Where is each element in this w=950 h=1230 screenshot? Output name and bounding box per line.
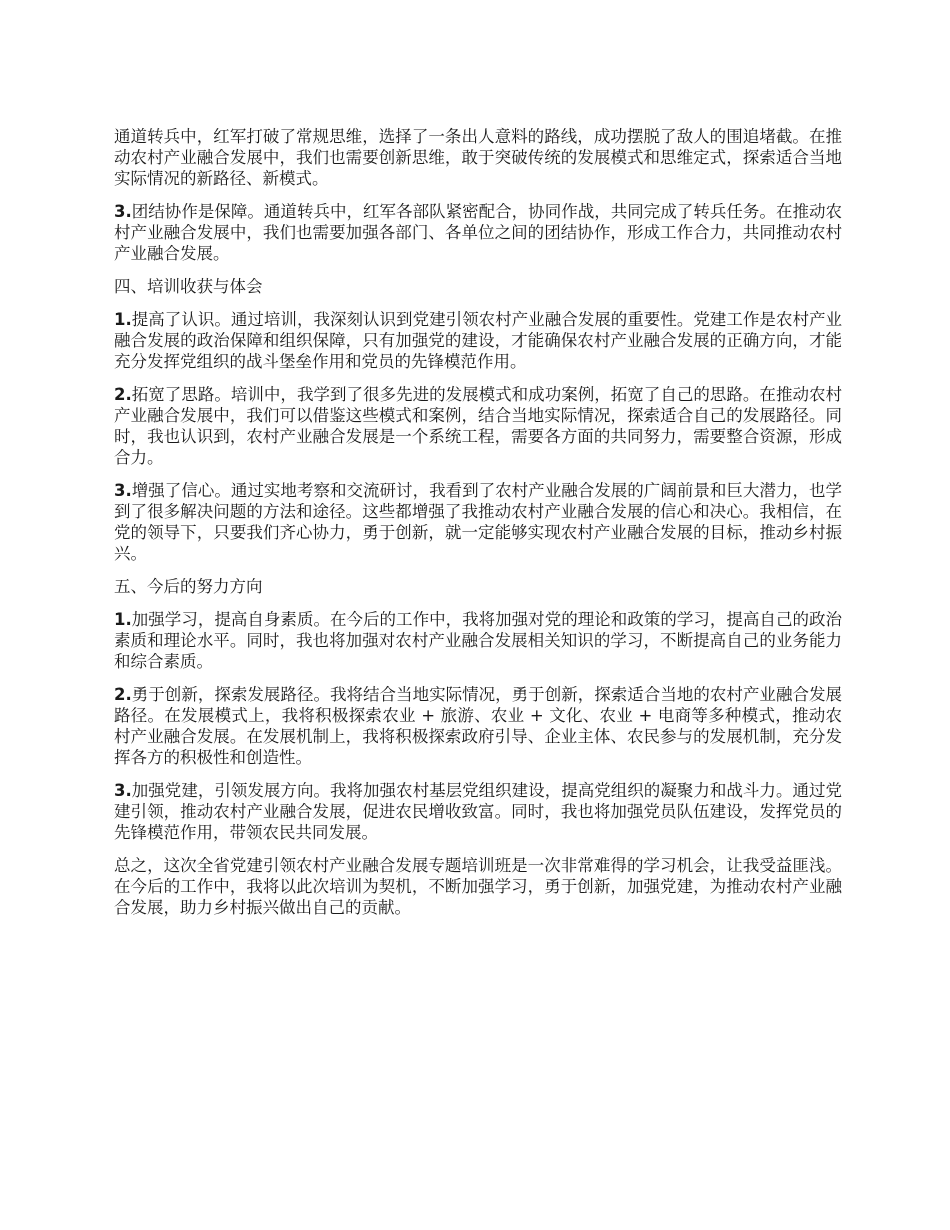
paragraph-conclusion: 总之，这次全省党建引领农村产业融合发展专题培训班是一次非常难得的学习机会，让我受益匪浅。在今后的工作中，我将以此次培训为契机，不断加强学习，勇于创新，加强党建，为推动农村产业融合发展，助力乡村振兴做出自己的贡献。 xyxy=(114,856,842,917)
paragraph-item-1-awareness: 1.提高了认识。通过培训，我深刻认识到党建引领农村产业融合发展的重要性。党建工作是农村产业融合发展的政治保障和组织保障，只有加强党的建设，才能确保农村产业融合发展的正确方向，才能充分发挥党组织的战斗堡垒作用和党员的先锋模范作用。 xyxy=(114,310,842,371)
paragraph-item-3-party-building: 3.加强党建，引领发展方向。我将加强农村基层党组织建设，提高党组织的凝聚力和战斗力。通过党建引领，推动农村产业融合发展，促进农民增收致富。同时，我也将加强党员队伍建设，发挥党员的先锋模范作用，带领农民共同发展。 xyxy=(114,781,842,842)
paragraph-item-2-innovate: 2.勇于创新，探索发展路径。我将结合当地实际情况，勇于创新，探索适合当地的农村产业融合发展路径。在发展模式上，我将积极探索农业 + 旅游、农业 + 文化、农业 + 电商等多种模式，推动农村产业融合发展。在发展机制上，我将积极探索政府引导、企业主体、农民参与的发展机制，充分发挥各方的积极性和创造性。 xyxy=(114,685,842,767)
paragraph-continuation: 通道转兵中，红军打破了常规思维，选择了一条出人意料的路线，成功摆脱了敌人的围追堵截。在推动农村产业融合发展中，我们也需要创新思维，敢于突破传统的发展模式和思维定式，探索适合当地实际情况的新路径、新模式。 xyxy=(114,127,842,188)
document-page xyxy=(114,126,842,930)
section-heading-gains: 四、培训收获与体会 xyxy=(114,277,263,296)
paragraph-item-3-confidence: 3.增强了信心。通过实地考察和交流研讨，我看到了农村产业融合发展的广阔前景和巨大潜力，也学到了很多解决问题的方法和途径。这些都增强了我推动农村产业融合发展的信心和决心。我相信，在党的领导下，只要我们齐心协力，勇于创新，就一定能够实现农村产业融合发展的目标，推动乡村振兴。 xyxy=(114,481,842,563)
section-heading-future: 五、今后的努力方向 xyxy=(114,577,263,596)
paragraph-item-3-unity: 3.团结协作是保障。通道转兵中，红军各部队紧密配合，协同作战，共同完成了转兵任务。在推动农村产业融合发展中，我们也需要加强各部门、各单位之间的团结协作，形成工作合力，共同推动农村产业融合发展。 xyxy=(114,202,842,263)
paragraph-item-1-study: 1.加强学习，提高自身素质。在今后的工作中，我将加强对党的理论和政策的学习，提高自己的政治素质和理论水平。同时，我也将加强对农村产业融合发展相关知识的学习，不断提高自己的业务能力和综合素质。 xyxy=(114,610,842,671)
paragraph-item-2-thinking: 2.拓宽了思路。培训中，我学到了很多先进的发展模式和成功案例，拓宽了自己的思路。在推动农村产业融合发展中，我们可以借鉴这些模式和案例，结合当地实际情况，探索适合自己的发展路径。同时，我也认识到，农村产业融合发展是一个系统工程，需要各方面的共同努力，需要整合资源，形成合力。 xyxy=(114,385,842,467)
